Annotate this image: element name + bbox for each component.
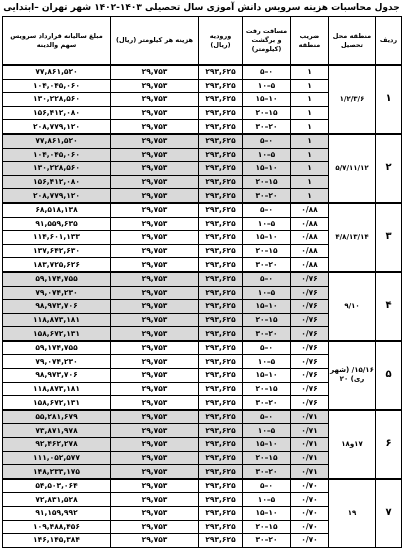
cell-cost-per-km: ۲۹,۷۵۳ (111, 327, 199, 341)
group-zone: ۱۷و۱۸ (329, 410, 376, 479)
cell-coefficient: ۰/۸۸ (291, 244, 329, 258)
cell-annual-amount: ۷۹,۰۷۴,۲۳۰ (3, 355, 111, 369)
cell-coefficient: ۰/۷۶ (291, 272, 329, 286)
cell-entry: ۲۹۳,۶۲۵ (199, 217, 243, 231)
cell-cost-per-km: ۲۹,۷۵۳ (111, 175, 199, 189)
cell-coefficient: ۰/۷۰ (291, 507, 329, 521)
cell-annual-amount: ۵۴,۵۰۳,۰۶۴ (3, 479, 111, 493)
cell-distance: ۰–۵ (243, 134, 291, 148)
cell-coefficient: ۱ (291, 175, 329, 189)
table-row (3, 134, 402, 148)
group-row-number: ۶ (376, 410, 402, 479)
cell-cost-per-km: ۲۹,۷۵۳ (111, 203, 199, 217)
cell-distance: ۲۰–۳۰ (243, 465, 291, 479)
cell-cost-per-km: ۲۹,۷۵۳ (111, 451, 199, 465)
cell-annual-amount: ۶۸,۵۱۸,۱۳۸ (3, 203, 111, 217)
cell-distance: ۲۰–۳۰ (243, 396, 291, 410)
cell-annual-amount: ۱۴۶,۱۴۵,۳۸۴ (3, 534, 111, 548)
cell-annual-amount: ۲۰۸,۷۷۹,۱۲۰ (3, 120, 111, 134)
cell-distance: ۰–۵ (243, 65, 291, 79)
cell-coefficient: ۱ (291, 79, 329, 93)
table-header (3, 17, 402, 66)
cell-distance: ۵–۱۰ (243, 148, 291, 162)
header-annual-amount: مبلغ سالیانه قرارداد سرویس سهم والدینه (3, 17, 111, 66)
cell-distance: ۱۵–۲۰ (243, 313, 291, 327)
cell-cost-per-km: ۲۹,۷۵۳ (111, 369, 199, 383)
cell-annual-amount: ۱۱۴,۶۰۱,۱۳۳ (3, 231, 111, 245)
cell-coefficient: ۰/۷۰ (291, 520, 329, 534)
cell-cost-per-km: ۲۹,۷۵۳ (111, 479, 199, 493)
cell-entry: ۲۹۳,۶۲۵ (199, 410, 243, 424)
cell-cost-per-km: ۲۹,۷۵۳ (111, 148, 199, 162)
cell-distance: ۵–۱۰ (243, 424, 291, 438)
cell-cost-per-km: ۲۹,۷۵۳ (111, 162, 199, 176)
cell-annual-amount: ۱۱۸,۸۷۳,۱۸۱ (3, 313, 111, 327)
cell-entry: ۲۹۳,۶۲۵ (199, 424, 243, 438)
cell-entry: ۲۹۳,۶۲۵ (199, 231, 243, 245)
cell-distance: ۵–۱۰ (243, 355, 291, 369)
cell-distance: ۱۰–۱۵ (243, 93, 291, 107)
cell-annual-amount: ۱۵۶,۴۱۲,۰۸۰ (3, 106, 111, 120)
cell-coefficient: ۰/۸۸ (291, 203, 329, 217)
cell-entry: ۲۹۳,۶۲۵ (199, 534, 243, 548)
cell-coefficient: ۰/۷۶ (291, 369, 329, 383)
table-row (3, 203, 402, 217)
cell-distance: ۱۰–۱۵ (243, 231, 291, 245)
cell-coefficient: ۱ (291, 189, 329, 203)
cell-annual-amount: ۷۹,۰۷۴,۲۳۰ (3, 286, 111, 300)
cell-entry: ۲۹۳,۶۲۵ (199, 451, 243, 465)
cost-table (2, 16, 402, 548)
cell-entry: ۲۹۳,۶۲۵ (199, 162, 243, 176)
cell-distance: ۰–۵ (243, 479, 291, 493)
cell-entry: ۲۹۳,۶۲۵ (199, 396, 243, 410)
cell-distance: ۲۰–۳۰ (243, 189, 291, 203)
cell-coefficient: ۰/۸۸ (291, 258, 329, 272)
cell-coefficient: ۰/۷۱ (291, 424, 329, 438)
cell-entry: ۲۹۳,۶۲۵ (199, 120, 243, 134)
cell-annual-amount: ۲۰۸,۷۷۹,۱۲۰ (3, 189, 111, 203)
cell-cost-per-km: ۲۹,۷۵۳ (111, 79, 199, 93)
cell-coefficient: ۱ (291, 148, 329, 162)
cell-entry: ۲۹۳,۶۲۵ (199, 272, 243, 286)
cell-coefficient: ۱ (291, 106, 329, 120)
cell-coefficient: ۰/۷۶ (291, 300, 329, 314)
cell-distance: ۱۰–۱۵ (243, 300, 291, 314)
cell-cost-per-km: ۲۹,۷۵۳ (111, 106, 199, 120)
cell-cost-per-km: ۲۹,۷۵۳ (111, 272, 199, 286)
cell-coefficient: ۰/۷۶ (291, 313, 329, 327)
group-row-number: ۵ (376, 341, 402, 410)
cell-coefficient: ۰/۸۸ (291, 231, 329, 245)
table-row (3, 479, 402, 493)
cell-annual-amount: ۹۸,۹۷۳,۷۰۶ (3, 369, 111, 383)
cell-distance: ۱۰–۱۵ (243, 369, 291, 383)
cell-cost-per-km: ۲۹,۷۵۳ (111, 189, 199, 203)
group-row-number: ۱ (376, 65, 402, 134)
cell-annual-amount: ۱۱۸,۸۷۳,۱۸۱ (3, 382, 111, 396)
cell-entry: ۲۹۳,۶۲۵ (199, 106, 243, 120)
cell-coefficient: ۰/۷۱ (291, 465, 329, 479)
cell-cost-per-km: ۲۹,۷۵۳ (111, 507, 199, 521)
group-zone: ۱۵/۱۶/ (شهر ری) ۲۰ (329, 341, 376, 410)
cell-distance: ۱۵–۲۰ (243, 244, 291, 258)
cell-cost-per-km: ۲۹,۷۵۳ (111, 341, 199, 355)
header-row-number: ردیف (376, 17, 402, 66)
group-row-number: ۳ (376, 203, 402, 272)
cell-cost-per-km: ۲۹,۷۵۳ (111, 244, 199, 258)
cell-cost-per-km: ۲۹,۷۵۳ (111, 65, 199, 79)
cell-coefficient: ۰/۷۰ (291, 479, 329, 493)
cell-entry: ۲۹۳,۶۲۵ (199, 341, 243, 355)
group-row-number: ۴ (376, 272, 402, 341)
cell-distance: ۱۵–۲۰ (243, 451, 291, 465)
cell-coefficient: ۰/۷۱ (291, 451, 329, 465)
cell-distance: ۱۰–۱۵ (243, 507, 291, 521)
cell-coefficient: ۰/۷۶ (291, 396, 329, 410)
cell-entry: ۲۹۳,۶۲۵ (199, 520, 243, 534)
table-row (3, 272, 402, 286)
header-zone: منطقه محل تحصیل (329, 17, 376, 66)
cell-coefficient: ۰/۷۶ (291, 355, 329, 369)
table-row (3, 65, 402, 79)
cell-distance: ۱۵–۲۰ (243, 382, 291, 396)
cell-annual-amount: ۷۳,۸۷۱,۹۷۸ (3, 424, 111, 438)
header-distance: مسافت رفت و برگشت (کیلومتر) (243, 17, 291, 66)
cell-distance: ۲۰–۳۰ (243, 258, 291, 272)
cell-distance: ۰–۵ (243, 410, 291, 424)
cell-coefficient: ۱ (291, 162, 329, 176)
cell-cost-per-km: ۲۹,۷۵۳ (111, 313, 199, 327)
cell-annual-amount: ۱۰۴,۰۴۵,۰۶۰ (3, 79, 111, 93)
cell-distance: ۱۵–۲۰ (243, 520, 291, 534)
cell-entry: ۲۹۳,۶۲۵ (199, 244, 243, 258)
cell-distance: ۵–۱۰ (243, 493, 291, 507)
group-row-number: ۲ (376, 134, 402, 203)
table-body (3, 65, 402, 547)
cell-distance: ۲۰–۳۰ (243, 534, 291, 548)
cell-annual-amount: ۷۷,۸۶۱,۵۲۰ (3, 134, 111, 148)
cell-cost-per-km: ۲۹,۷۵۳ (111, 410, 199, 424)
header-entry: ورودیه (ریال) (199, 17, 243, 66)
cell-annual-amount: ۱۴۸,۲۳۳,۱۷۵ (3, 465, 111, 479)
cell-coefficient: ۰/۷۶ (291, 327, 329, 341)
header-coefficient: ضریب منطقه (291, 17, 329, 66)
cell-entry: ۲۹۳,۶۲۵ (199, 313, 243, 327)
cell-entry: ۲۹۳,۶۲۵ (199, 479, 243, 493)
cell-coefficient: ۰/۷۰ (291, 534, 329, 548)
cell-cost-per-km: ۲۹,۷۵۳ (111, 493, 199, 507)
cell-annual-amount: ۱۳۷,۶۴۲,۶۳۰ (3, 244, 111, 258)
cell-cost-per-km: ۲۹,۷۵۳ (111, 520, 199, 534)
cell-entry: ۲۹۳,۶۲۵ (199, 493, 243, 507)
cell-coefficient: ۰/۷۱ (291, 410, 329, 424)
cell-entry: ۲۹۳,۶۲۵ (199, 134, 243, 148)
cell-coefficient: ۰/۸۸ (291, 217, 329, 231)
cell-annual-amount: ۵۵,۲۸۱,۶۷۹ (3, 410, 111, 424)
cell-entry: ۲۹۳,۶۲۵ (199, 189, 243, 203)
cell-entry: ۲۹۳,۶۲۵ (199, 327, 243, 341)
cell-entry: ۲۹۳,۶۲۵ (199, 175, 243, 189)
cell-distance: ۵–۱۰ (243, 79, 291, 93)
group-zone: ۱/۲/۳/۶ (329, 65, 376, 134)
cell-cost-per-km: ۲۹,۷۵۳ (111, 231, 199, 245)
cell-coefficient: ۱ (291, 65, 329, 79)
table-row (3, 341, 402, 355)
cell-entry: ۲۹۳,۶۲۵ (199, 79, 243, 93)
cell-entry: ۲۹۳,۶۲۵ (199, 286, 243, 300)
cell-cost-per-km: ۲۹,۷۵۳ (111, 120, 199, 134)
cell-distance: ۱۰–۱۵ (243, 162, 291, 176)
cell-entry: ۲۹۳,۶۲۵ (199, 382, 243, 396)
cell-entry: ۲۹۳,۶۲۵ (199, 203, 243, 217)
cell-entry: ۲۹۳,۶۲۵ (199, 258, 243, 272)
group-zone: ۴/۸/۱۳/۱۴ (329, 203, 376, 272)
cell-annual-amount: ۱۳۰,۲۲۸,۵۶۰ (3, 162, 111, 176)
group-zone: ۵/۷/۱۱/۱۲ (329, 134, 376, 203)
cell-coefficient: ۰/۷۰ (291, 493, 329, 507)
cell-entry: ۲۹۳,۶۲۵ (199, 507, 243, 521)
cell-entry: ۲۹۳,۶۲۵ (199, 355, 243, 369)
cell-cost-per-km: ۲۹,۷۵۳ (111, 134, 199, 148)
cell-annual-amount: ۷۲,۸۳۱,۵۲۸ (3, 493, 111, 507)
cell-annual-amount: ۱۵۸,۶۷۲,۱۳۱ (3, 327, 111, 341)
cell-coefficient: ۰/۷۶ (291, 286, 329, 300)
cell-coefficient: ۱ (291, 120, 329, 134)
cell-entry: ۲۹۳,۶۲۵ (199, 438, 243, 452)
group-row-number: ۷ (376, 479, 402, 547)
cell-cost-per-km: ۲۹,۷۵۳ (111, 534, 199, 548)
cell-annual-amount: ۱۰۴,۰۴۵,۰۶۰ (3, 148, 111, 162)
cell-cost-per-km: ۲۹,۷۵۳ (111, 465, 199, 479)
cell-annual-amount: ۹۱,۵۵۹,۶۳۵ (3, 217, 111, 231)
cell-coefficient: ۰/۷۱ (291, 438, 329, 452)
cell-distance: ۵–۱۰ (243, 217, 291, 231)
cell-entry: ۲۹۳,۶۲۵ (199, 369, 243, 383)
cell-distance: ۲۰–۳۰ (243, 327, 291, 341)
cell-annual-amount: ۹۸,۹۷۳,۷۰۶ (3, 300, 111, 314)
header-cost-per-km: هزینه هر کیلومتر (ریال) (111, 17, 199, 66)
cell-coefficient: ۱ (291, 134, 329, 148)
page-title: جدول محاسبات هزینه سرویس دانش آموزی سال تحصیلی ۱۴۰۳-۱۴۰۲ شهر تهران –ابتدایی (3, 3, 400, 13)
cell-cost-per-km: ۲۹,۷۵۳ (111, 438, 199, 452)
cell-cost-per-km: ۲۹,۷۵۳ (111, 217, 199, 231)
cell-cost-per-km: ۲۹,۷۵۳ (111, 355, 199, 369)
cell-annual-amount: ۹۱,۱۵۹,۹۹۲ (3, 507, 111, 521)
cell-annual-amount: ۹۲,۴۶۲,۲۷۸ (3, 438, 111, 452)
cell-distance: ۱۵–۲۰ (243, 106, 291, 120)
cell-distance: ۰–۵ (243, 341, 291, 355)
cell-cost-per-km: ۲۹,۷۵۳ (111, 424, 199, 438)
cell-cost-per-km: ۲۹,۷۵۳ (111, 382, 199, 396)
cell-entry: ۲۹۳,۶۲۵ (199, 65, 243, 79)
cell-annual-amount: ۱۰۹,۴۸۸,۴۵۶ (3, 520, 111, 534)
cell-entry: ۲۹۳,۶۲۵ (199, 465, 243, 479)
cell-coefficient: ۱ (291, 93, 329, 107)
cell-annual-amount: ۱۸۳,۷۲۵,۶۲۶ (3, 258, 111, 272)
group-zone: ۱۹ (329, 479, 376, 547)
cell-annual-amount: ۷۷,۸۶۱,۵۲۰ (3, 65, 111, 79)
cell-cost-per-km: ۲۹,۷۵۳ (111, 300, 199, 314)
cell-annual-amount: ۱۵۸,۶۷۲,۱۳۱ (3, 396, 111, 410)
cell-distance: ۰–۵ (243, 203, 291, 217)
cell-entry: ۲۹۳,۶۲۵ (199, 93, 243, 107)
cell-annual-amount: ۵۹,۱۷۴,۷۵۵ (3, 341, 111, 355)
cell-distance: ۲۰–۳۰ (243, 120, 291, 134)
cell-cost-per-km: ۲۹,۷۵۳ (111, 93, 199, 107)
cell-annual-amount: ۵۹,۱۷۴,۷۵۵ (3, 272, 111, 286)
table-row (3, 410, 402, 424)
cell-distance: ۵–۱۰ (243, 286, 291, 300)
cell-entry: ۲۹۳,۶۲۵ (199, 148, 243, 162)
cell-coefficient: ۰/۷۶ (291, 341, 329, 355)
cell-cost-per-km: ۲۹,۷۵۳ (111, 286, 199, 300)
cell-cost-per-km: ۲۹,۷۵۳ (111, 396, 199, 410)
cell-annual-amount: ۱۱۱,۰۵۲,۵۷۷ (3, 451, 111, 465)
cell-coefficient: ۰/۷۶ (291, 382, 329, 396)
cell-distance: ۰–۵ (243, 272, 291, 286)
cell-distance: ۱۵–۲۰ (243, 175, 291, 189)
cell-distance: ۱۰–۱۵ (243, 438, 291, 452)
cell-entry: ۲۹۳,۶۲۵ (199, 300, 243, 314)
cell-annual-amount: ۱۵۶,۴۱۲,۰۸۰ (3, 175, 111, 189)
cell-cost-per-km: ۲۹,۷۵۳ (111, 258, 199, 272)
cell-annual-amount: ۱۳۰,۲۲۸,۵۶۰ (3, 93, 111, 107)
group-zone: ۹/۱۰ (329, 272, 376, 341)
